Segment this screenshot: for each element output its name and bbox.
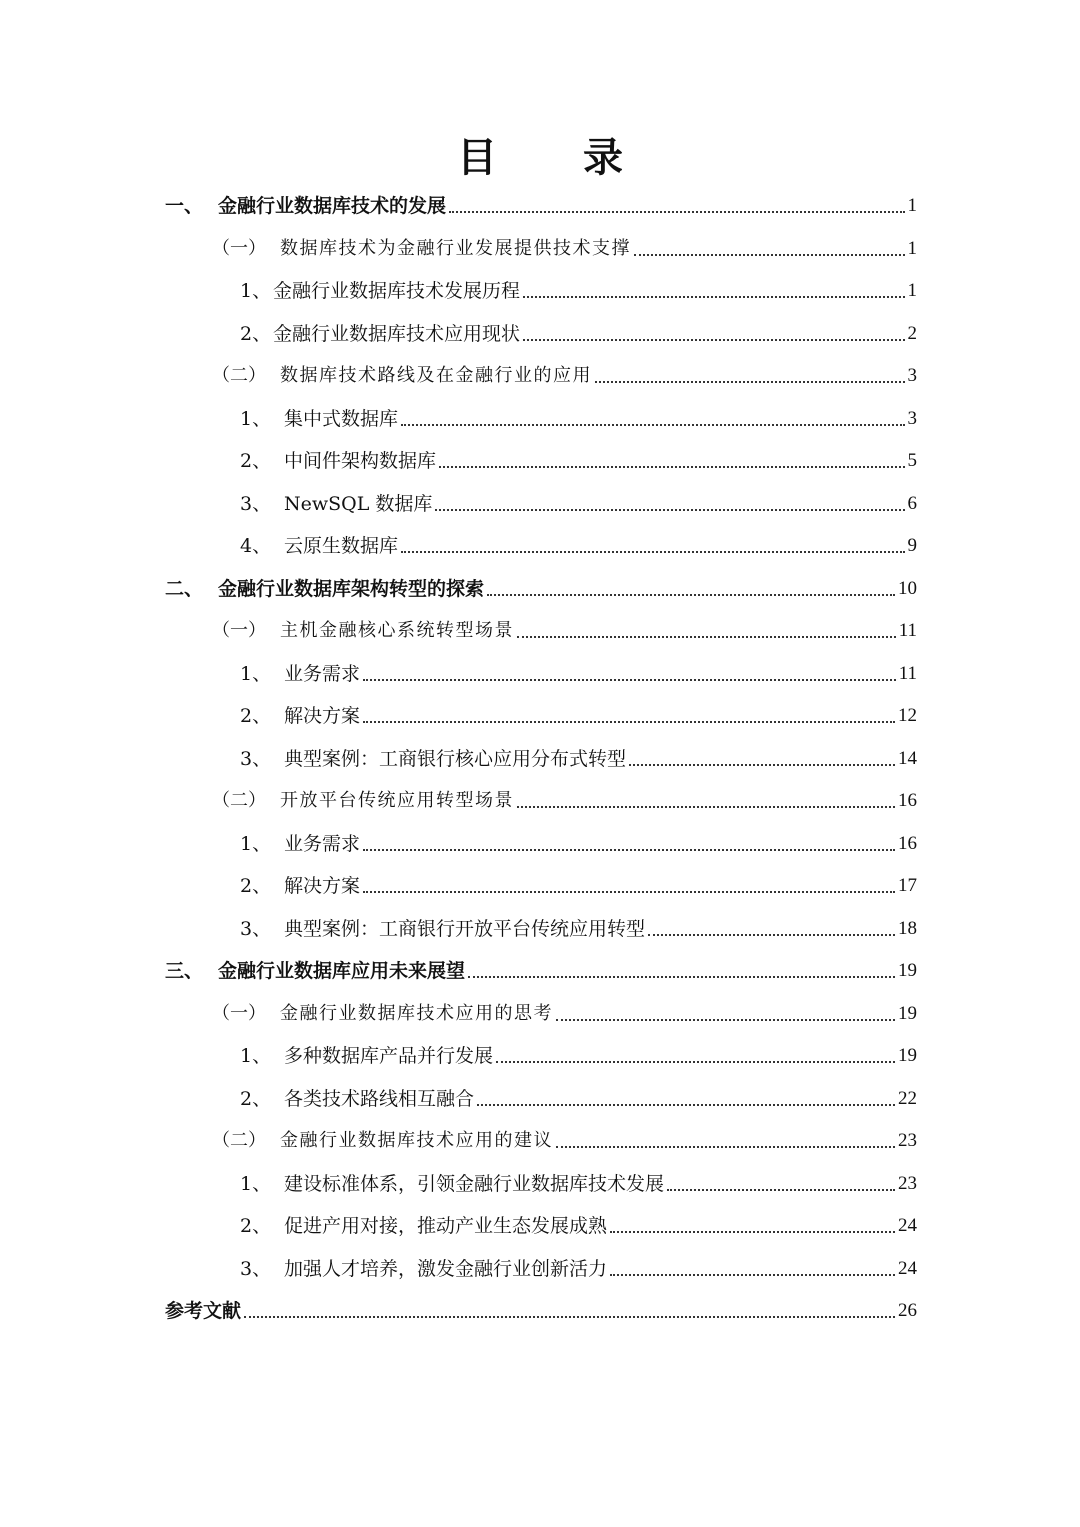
toc-entry[interactable] [165, 1293, 917, 1323]
toc-entry-page-number: 12 [898, 705, 917, 726]
toc-entry-title: 加强人才培养，激发金融行业创新活力 [284, 1257, 608, 1280]
toc-entry-page-number: 17 [898, 875, 917, 896]
dot-leader [363, 720, 895, 723]
toc-entry[interactable] [212, 1123, 917, 1153]
toc-entry[interactable] [165, 571, 917, 601]
dot-leader [487, 593, 895, 596]
dot-leader [244, 1315, 895, 1318]
toc-entry[interactable] [212, 613, 917, 643]
toc-entry-number: 2、 [240, 1087, 272, 1110]
toc-entry-title: 多种数据库产品并行发展 [284, 1045, 494, 1067]
toc-entry-page-number: 14 [898, 747, 917, 769]
toc-entry-page-number: 19 [898, 960, 917, 981]
toc-entry-page-number: 9 [907, 535, 917, 556]
dot-leader [523, 338, 904, 341]
toc-entry-title: 数据库技术为金融行业发展提供技术支撑 [280, 237, 631, 259]
dot-leader [648, 933, 895, 936]
dot-leader [556, 1018, 895, 1021]
toc-entry-page-number: 24 [898, 1215, 917, 1236]
toc-entry-title: 金融行业数据库技术的发展 [218, 195, 447, 217]
toc-entry-number: （一） [212, 1002, 266, 1024]
toc-entry-title: 解决方案 [284, 705, 361, 727]
toc-entry-number: （一） [212, 237, 266, 259]
toc-entry-number: 4、 [240, 535, 272, 557]
toc-entry-page-number: 16 [898, 832, 917, 854]
toc-entry-page-number: 3 [907, 365, 917, 386]
toc-entry-title: 业务需求 [284, 662, 361, 685]
toc-entry-page-number: 5 [907, 450, 917, 471]
toc-entry-number: 三、 [165, 960, 204, 982]
toc-entry-title: 云原生数据库 [284, 535, 399, 557]
toc-entry-page-number: 10 [898, 577, 917, 599]
toc-entry-page-number: 1 [907, 237, 917, 259]
toc-entry-number: 1、 [240, 832, 272, 855]
toc-entry-number: （二） [212, 790, 266, 811]
toc-entry-page-number: 16 [898, 790, 917, 811]
toc-entry-title: 促进产用对接，推动产业生态发展成熟 [284, 1215, 608, 1237]
toc-entry-page-number: 1 [907, 280, 917, 301]
toc-entry-title: 金融行业数据库技术发展历程 [273, 280, 521, 302]
toc-entry-title: 中间件架构数据库 [284, 450, 437, 472]
toc-entry-title: 主机金融核心系统转型场景 [280, 620, 514, 641]
toc-entry-title: 建设标准体系，引领金融行业数据库技术发展 [284, 1172, 665, 1195]
toc-entry[interactable] [240, 1038, 917, 1068]
dot-leader [363, 678, 896, 681]
dot-leader [517, 635, 896, 638]
dot-leader [610, 1273, 895, 1276]
toc-entry-title: 开放平台传统应用转型场景 [280, 790, 514, 811]
toc-entry[interactable] [240, 911, 917, 941]
toc-entry[interactable] [240, 316, 917, 346]
toc-entry[interactable] [240, 741, 917, 771]
toc-entry-page-number: 19 [898, 1002, 917, 1024]
toc-entry[interactable] [212, 996, 917, 1026]
toc-entry-number: （二） [212, 365, 266, 386]
toc-entry-number: 2、 [240, 322, 272, 345]
toc-entry[interactable] [240, 868, 917, 898]
dot-leader [629, 763, 895, 766]
toc-entry[interactable] [165, 188, 917, 218]
toc-entry-title: 集中式数据库 [284, 407, 399, 430]
toc-entry[interactable] [240, 273, 917, 303]
toc-entry-title: 金融行业数据库技术应用现状 [273, 322, 521, 345]
toc-entry-title: 金融行业数据库技术应用的思考 [280, 1002, 553, 1024]
toc-entry-number: （二） [212, 1130, 266, 1151]
toc-entry[interactable] [240, 486, 917, 516]
toc-entry[interactable] [240, 1166, 917, 1196]
dot-leader [556, 1145, 895, 1148]
toc-entry-title: NewSQL 数据库 [284, 492, 433, 515]
toc-entry-title: 数据库技术路线及在金融行业的应用 [280, 365, 592, 386]
dot-leader [449, 210, 904, 213]
toc-entry-number: 3、 [240, 1257, 272, 1280]
toc-entry-title: 各类技术路线相互融合 [284, 1087, 475, 1110]
toc-entry-number: （一） [212, 620, 266, 641]
dot-leader [634, 253, 905, 256]
dot-leader [595, 380, 905, 383]
dot-leader [363, 890, 895, 893]
toc-entry-number: 1、 [240, 407, 272, 430]
dot-leader [610, 1230, 895, 1233]
dot-leader [435, 508, 904, 511]
toc-entry-number: 2、 [240, 875, 272, 897]
dot-leader [468, 975, 895, 978]
toc-entry-number: 3、 [240, 492, 272, 515]
dot-leader [363, 848, 895, 851]
toc-entry-page-number: 22 [898, 1087, 917, 1109]
dot-leader [667, 1188, 895, 1191]
toc-entry[interactable] [212, 231, 917, 261]
toc-entry-number: 2、 [240, 705, 272, 727]
toc-entry-number: 1、 [240, 280, 272, 302]
toc-entry-page-number: 6 [907, 492, 917, 514]
toc-entry-page-number: 3 [907, 407, 917, 429]
toc-entry[interactable] [165, 953, 917, 983]
toc-entry-page-number: 11 [898, 620, 917, 641]
toc-entry-page-number: 2 [907, 322, 917, 344]
toc-entry-page-number: 1 [907, 195, 917, 216]
toc-entry-page-number: 24 [898, 1257, 917, 1279]
toc-entry-title: 金融行业数据库应用未来展望 [218, 960, 466, 982]
dot-leader [477, 1103, 895, 1106]
toc-entry-title: 金融行业数据库架构转型的探索 [218, 577, 485, 600]
toc-entry-page-number: 23 [898, 1172, 917, 1194]
toc-entry[interactable] [240, 656, 917, 686]
dot-leader [523, 295, 904, 298]
toc-entry-number: 3、 [240, 917, 272, 940]
toc-entry[interactable] [240, 1081, 917, 1111]
toc-entry[interactable] [240, 528, 917, 558]
toc-entry-title: 典型案例：工商银行核心应用分布式转型 [284, 747, 627, 770]
toc-entry[interactable] [240, 1251, 917, 1281]
toc-entry-title: 金融行业数据库技术应用的建议 [280, 1130, 553, 1151]
toc-entry-number: 1、 [240, 1045, 272, 1067]
toc-entry-title: 参考文献 [165, 1300, 242, 1322]
toc-entry-page-number: 18 [898, 917, 917, 939]
toc-entry[interactable] [240, 401, 917, 431]
toc-entry[interactable] [240, 698, 917, 728]
toc-title: 目 录 [457, 135, 659, 181]
toc-entry-number: 1、 [240, 1172, 272, 1195]
toc-entry[interactable] [240, 443, 917, 473]
toc-entry-number: 二、 [165, 577, 204, 600]
dot-leader [517, 805, 895, 808]
toc-entry-number: 一、 [165, 195, 204, 217]
toc-entry-page-number: 11 [898, 662, 917, 684]
toc-entry[interactable] [240, 1208, 917, 1238]
toc-entry-title: 解决方案 [284, 875, 361, 897]
toc-entry-number: 2、 [240, 450, 272, 472]
dot-leader [496, 1060, 895, 1063]
toc-entry-number: 3、 [240, 747, 272, 770]
toc-entry-page-number: 19 [898, 1045, 917, 1066]
dot-leader [401, 423, 904, 426]
toc-entry-page-number: 26 [898, 1300, 917, 1321]
dot-leader [401, 550, 904, 553]
toc-entry-title: 典型案例：工商银行开放平台传统应用转型 [284, 917, 646, 940]
dot-leader [439, 465, 904, 468]
toc-entry[interactable] [240, 826, 917, 856]
toc-entry[interactable] [212, 358, 917, 388]
toc-entry[interactable] [212, 783, 917, 813]
toc-entry-number: 1、 [240, 662, 272, 685]
toc-entry-number: 2、 [240, 1215, 272, 1237]
toc-entry-page-number: 23 [898, 1130, 917, 1151]
toc-entry-title: 业务需求 [284, 832, 361, 855]
